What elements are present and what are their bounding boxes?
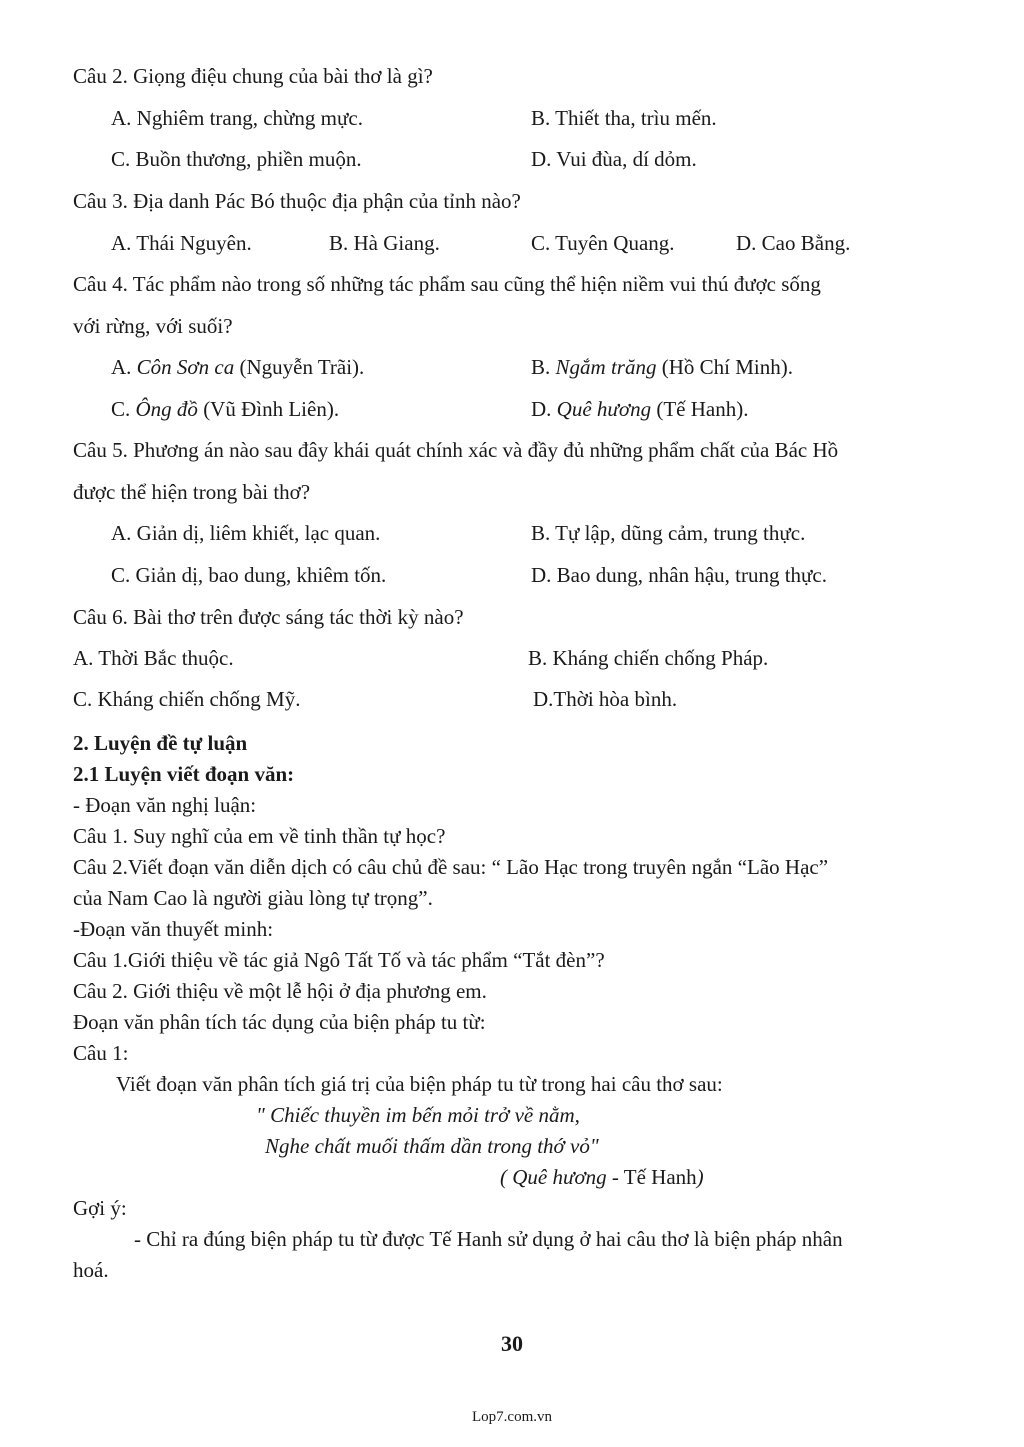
q3-option-d: D. Cao Bằng.	[736, 231, 851, 255]
poem-line-1: " Chiếc thuyền im bến mỏi trở về nằm,	[256, 1103, 580, 1127]
q4-option-c-title: Ông đồ	[135, 397, 198, 421]
q4-option-b-author: (Hồ Chí Minh).	[656, 355, 793, 379]
hint-line-1: - Chỉ ra đúng biện pháp tu từ được Tế Hanh sử dụng ở hai câu thơ là biện pháp nhân	[134, 1227, 843, 1251]
q5-option-c: C. Giản dị, bao dung, khiêm tốn.	[111, 563, 387, 587]
q6-option-c: C. Kháng chiến chống Mỹ.	[73, 687, 301, 711]
poem-source-open: (	[500, 1165, 513, 1189]
essay-line-3: Câu 2.Viết đoạn văn diễn dịch có câu chủ đề sau: “ Lão Hạc trong truyên ngắn “Lão Hạc”	[73, 855, 829, 879]
q4-option-b-prefix: B.	[531, 355, 556, 379]
q4-stem-line2: với rừng, với suối?	[73, 314, 233, 338]
q4-option-d-title: Quê hương	[556, 397, 652, 421]
q4-option-d	[531, 396, 748, 422]
q6-option-b: B. Kháng chiến chống Pháp.	[528, 646, 769, 670]
poem-source	[500, 1164, 704, 1190]
q2-option-d: D. Vui đùa, dí dỏm.	[531, 147, 697, 171]
q5-option-b: B. Tự lập, dũng cảm, trung thực.	[531, 521, 806, 545]
q3-option-b: B. Hà Giang.	[329, 231, 440, 255]
essay-line-5: -Đoạn văn thuyết minh:	[73, 917, 274, 941]
q4-stem-line1: Câu 4. Tác phẩm nào trong số những tác phẩm sau cũng thể hiện niềm vui thú được sống	[73, 272, 821, 296]
essay-line-4: của Nam Cao là người giàu lòng tự trọng”.	[73, 886, 433, 910]
q4-option-b-title: Ngắm trăng	[555, 355, 657, 379]
q4-option-d-author: (Tế Hanh).	[651, 397, 749, 421]
q2-stem: Câu 2. Giọng điệu chung của bài thơ là gì?	[73, 64, 433, 88]
q5-stem-line1: Câu 5. Phương án nào sau đây khái quát chính xác và đầy đủ những phẩm chất của Bác Hồ	[73, 438, 839, 462]
essay-line-2: Câu 1. Suy nghĩ của em về tinh thần tự học?	[73, 824, 446, 848]
essay-line-10: Viết đoạn văn phân tích giá trị của biện pháp tu từ trong hai câu thơ sau:	[116, 1072, 723, 1096]
q6-option-d: D.Thời hòa bình.	[533, 687, 678, 711]
q5-stem-line2: được thể hiện trong bài thơ?	[73, 480, 311, 504]
essay-line-1: - Đoạn văn nghị luận:	[73, 793, 257, 817]
q4-option-a-prefix: A.	[111, 355, 137, 379]
poem-line-2: Nghe chất muối thấm dần trong thớ vỏ"	[265, 1134, 599, 1158]
q5-option-d: D. Bao dung, nhân hậu, trung thực.	[531, 563, 827, 587]
essay-line-6: Câu 1.Giới thiệu về tác giả Ngô Tất Tố và tác phẩm “Tắt đèn”?	[73, 948, 605, 972]
q3-option-c: C. Tuyên Quang.	[531, 231, 675, 255]
section-heading: 2. Luyện đề tự luận	[73, 731, 248, 755]
essay-line-7: Câu 2. Giới thiệu về một lễ hội ở địa phương em.	[73, 979, 487, 1003]
q4-option-c-author: (Vũ Đình Liên).	[197, 397, 340, 421]
q5-option-a: A. Giản dị, liêm khiết, lạc quan.	[111, 521, 381, 545]
poem-source-close: )	[696, 1165, 704, 1189]
q4-option-c	[111, 396, 339, 422]
q3-option-a: A. Thái Nguyên.	[111, 231, 252, 255]
q4-option-b	[531, 354, 793, 380]
hint-line-2: hoá.	[73, 1258, 109, 1282]
q4-option-a-title: Côn Sơn ca	[136, 355, 235, 379]
q6-stem: Câu 6. Bài thơ trên được sáng tác thời kỳ nào?	[73, 605, 464, 629]
page-number: 30	[501, 1331, 523, 1356]
poem-source-author: - Tế Hanh	[606, 1165, 697, 1189]
q2-option-b: B. Thiết tha, trìu mến.	[531, 106, 717, 130]
q4-option-a	[111, 354, 364, 380]
essay-line-9: Câu 1:	[73, 1041, 129, 1065]
q6-option-a: A. Thời Bắc thuộc.	[73, 646, 234, 670]
footer-site: Lop7.com.vn	[472, 1409, 552, 1425]
q2-option-a: A. Nghiêm trang, chừng mực.	[111, 106, 363, 130]
q3-stem: Câu 3. Địa danh Pác Bó thuộc địa phận của tỉnh nào?	[73, 189, 521, 213]
essay-line-8: Đoạn văn phân tích tác dụng của biện pháp tu từ:	[73, 1010, 486, 1034]
q4-option-a-author: (Nguyễn Trãi).	[234, 355, 365, 379]
hint-label: Gợi ý:	[73, 1196, 127, 1220]
q4-option-d-prefix: D.	[531, 397, 557, 421]
q2-option-c: C. Buồn thương, phiền muộn.	[111, 147, 362, 171]
q4-option-c-prefix: C.	[111, 397, 136, 421]
poem-source-title: Quê hương	[512, 1165, 607, 1189]
section-subheading: 2.1 Luyện viết đoạn văn:	[73, 762, 295, 786]
